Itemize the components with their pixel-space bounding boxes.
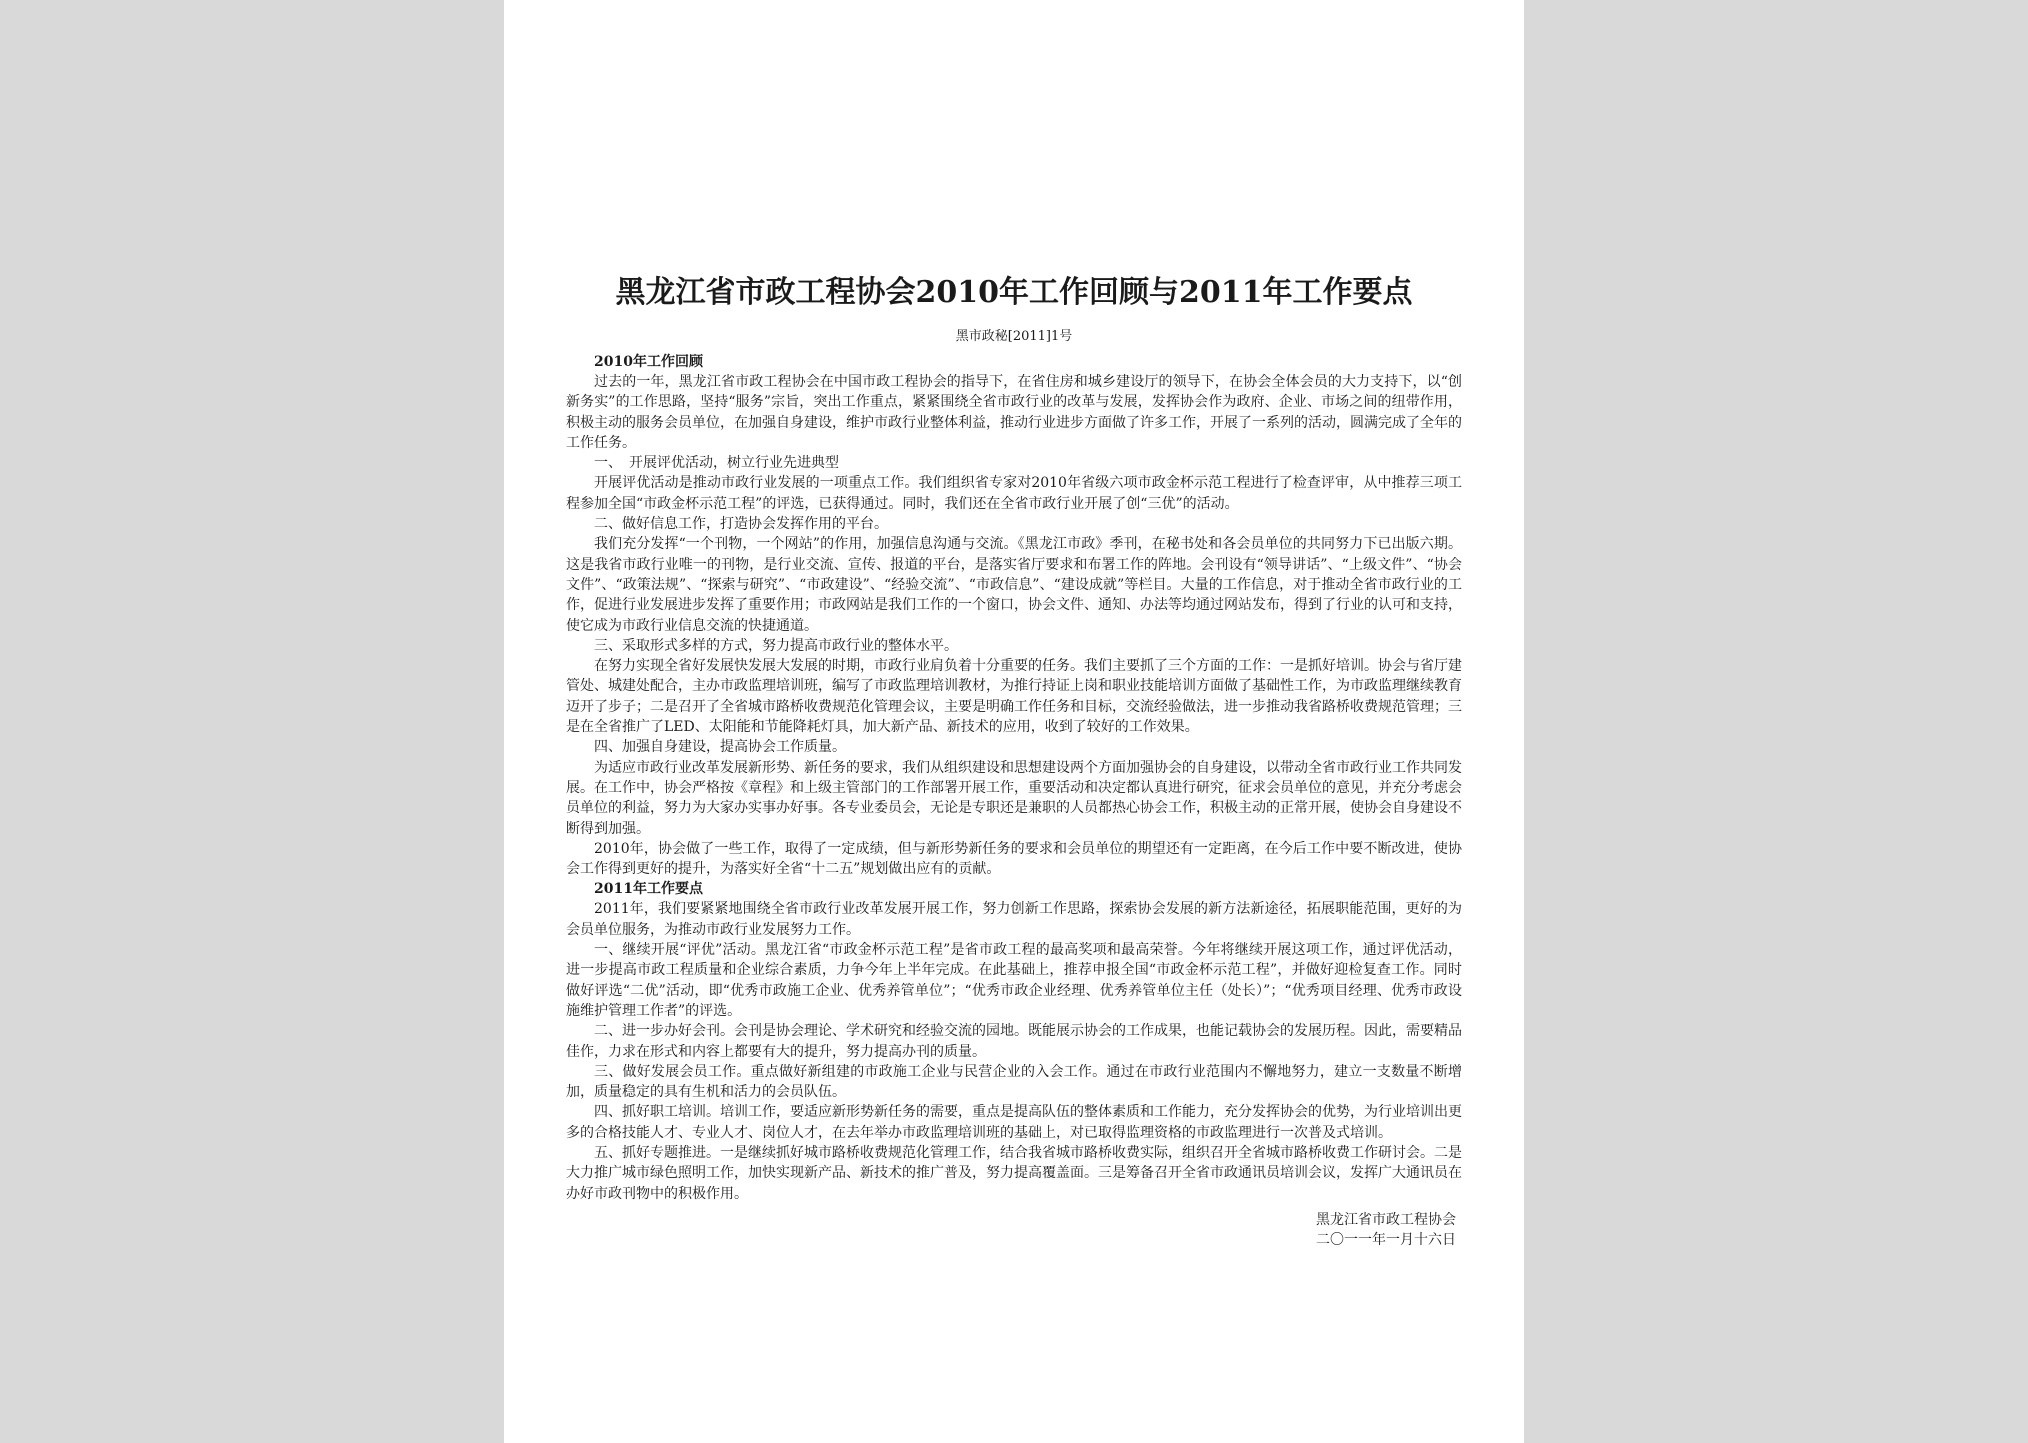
plan-item4: 四、抓好职工培训。培训工作，要适应新形势新任务的需要，重点是提高队伍的整体素质和工作能力，充分发挥协会的优势，为行业培训出更多的合格技能人才、专业人才、岗位人才，在去年举办市政监理培训班的基础上，对已取得监理资格的市政监理进行一次普及式培训。 [566,1104,1462,1141]
review-intro: 过去的一年，黑龙江省市政工程协会在中国市政工程协会的指导下，在省住房和城乡建设厅的领导下，在协会全体会员的大力支持下，以“创新务实”的工作思路，坚持“服务”宗旨，突出工作重点，紧紧围绕全省市政行业的改革与发展，发挥协会作为政府、企业、市场之间的纽带作用，积极主动的服务会员单位，在加强自身建设，维护市政行业整体利益，推动行业进步方面做了许多工作，开展了一系列的活动，圆满完成了全年的工作任务。 [566,374,1462,451]
review-closing: 2010年，协会做了一些工作，取得了一定成绩，但与新形势新任务的要求和会员单位的期望还有一定距离，在今后工作中要不断改进，使协会工作得到更好的提升，为落实好全省“十二五”规划做出应有的贡献。 [566,840,1462,878]
review-item4-title: 四、加强自身建设，提高协会工作质量。 [594,739,846,756]
document-content [566,272,1462,1250]
document-number: 黑市政秘[2011]1号 [955,329,1073,344]
plan-item3: 三、做好发展会员工作。重点做好新组建的市政施工企业与民营企业的入会工作。通过在市政行业范围内不懈地努力，建立一支数量不断增加，质量稳定的具有生机和活力的会员队伍。 [566,1063,1462,1101]
plan-item2: 二、进一步办好会刊。会刊是协会理论、学术研究和经验交流的园地。既能展示协会的工作成果，也能记载协会的发展历程。因此，需要精品佳作，力求在形式和内容上都要有大的提升，努力提高办刊的质量。 [566,1023,1462,1060]
plan-item5: 五、抓好专题推进。一是继续抓好城市路桥收费规范化管理工作，结合我省城市路桥收费实际，组织召开全省城市路桥收费工作研讨会。二是大力推广城市绿色照明工作，加快实现新产品、新技术的推广普及，努力提高覆盖面。三是筹备召开全省市政通讯员培训会议，发挥广大通讯员在办好市政刊物中的积极作用。 [566,1144,1462,1202]
review-item3-title: 三、采取形式多样的方式，努力提高市政行业的整体水平。 [594,637,958,654]
review-item2-title: 二、做好信息工作，打造协会发挥作用的平台。 [594,516,888,533]
document-title: 黑龙江省市政工程协会2010年工作回顾与2011年工作要点 [615,275,1413,310]
review-item4-body: 为适应市政行业改革发展新形势、新任务的要求，我们从组织建设和思想建设两个方面加强协会的自身建设，以带动全省市政行业工作共同发展。在工作中，协会严格按《章程》和上级主管部门的工作部署开展工作，重要活动和决定都认真进行研究，征求会员单位的意见，并充分考虑会员单位的利益，努力为大家办实事办好事。各专业委员会，无论是专职还是兼职的人员都热心协会工作，积极主动的正常开展，使协会自身建设不断得到加强。 [566,759,1462,837]
signature-block [566,1210,1462,1250]
document-page [504,0,1524,1443]
signature-org: 黑龙江省市政工程协会 [1316,1211,1456,1228]
plan-item1: 一、继续开展“评优”活动。黑龙江省“市政金杯示范工程”是省市政工程的最高奖项和最高荣誉。今年将继续开展这项工作，通过评优活动，进一步提高市政工程质量和企业综合素质，力争今年上半年完成。在此基础上，推荐申报全国“市政金杯示范工程”，并做好迎检复查工作。同时做好评选“二优”活动，即“优秀市政施工企业、优秀养管单位”；“优秀市政企业经理、优秀养管单位主任（处长）”；“优秀项目经理、优秀市政设施维护管理工作者”的评选。 [566,942,1462,1019]
plan-intro: 2011年，我们要紧紧地围绕全省市政行业改革发展开展工作，努力创新工作思路，探索协会发展的新方法新途径，拓展职能范围，更好的为会员单位服务，为推动市政行业发展努力工作。 [566,901,1462,938]
review-item1-title: 一、 开展评优活动，树立行业先进典型 [594,455,839,472]
review-item1-body: 开展评优活动是推动市政行业发展的一项重点工作。我们组织省专家对2010年省级六项市政金杯示范工程进行了检查评审，从中推荐三项工程参加全国“市政金杯示范工程”的评选，已获得通过。同时，我们还在全省市政行业开展了创“三优”的活动。 [566,475,1462,512]
signature-date: 二〇一一年一月十六日 [1316,1231,1456,1248]
plan-heading: 2011年工作要点 [594,881,703,898]
review-heading: 2010年工作回顾 [594,354,703,370]
review-item3-body: 在努力实现全省好发展快发展大发展的时期，市政行业肩负着十分重要的任务。我们主要抓了三个方面的工作：一是抓好培训。协会与省厅建管处、城建处配合，主办市政监理培训班，编写了市政监理培训教材，为推行持证上岗和职业技能培训方面做了基础性工作，为市政监理继续教育迈开了步子；二是召开了全省城市路桥收费规范化管理会议，主要是明确工作任务和目标，交流经验做法，进一步推动我省路桥收费规范管理；三是在全省推广了LED、太阳能和节能降耗灯具，加大新产品、新技术的应用，收到了较好的工作效果。 [566,658,1462,736]
review-item2-body: 我们充分发挥“一个刊物，一个网站”的作用，加强信息沟通与交流。《黑龙江市政》季刊，在秘书处和各会员单位的共同努力下已出版六期。这是我省市政行业唯一的刊物，是行业交流、宣传、报道的平台，是落实省厅要求和布署工作的阵地。会刊设有“领导讲话”、“上级文件”、“协会文件”、“政策法规”、“探索与研究”、“市政建设”、“经验交流”、“市政信息”、“建设成就”等栏目。大量的工作信息，对于推动全省市政行业的工作，促进行业发展进步发挥了重要作用；市政网站是我们工作的一个窗口，协会文件、通知、办法等均通过网站发布，得到了行业的认可和支持，使它成为市政行业信息交流的快捷通道。 [566,536,1462,634]
